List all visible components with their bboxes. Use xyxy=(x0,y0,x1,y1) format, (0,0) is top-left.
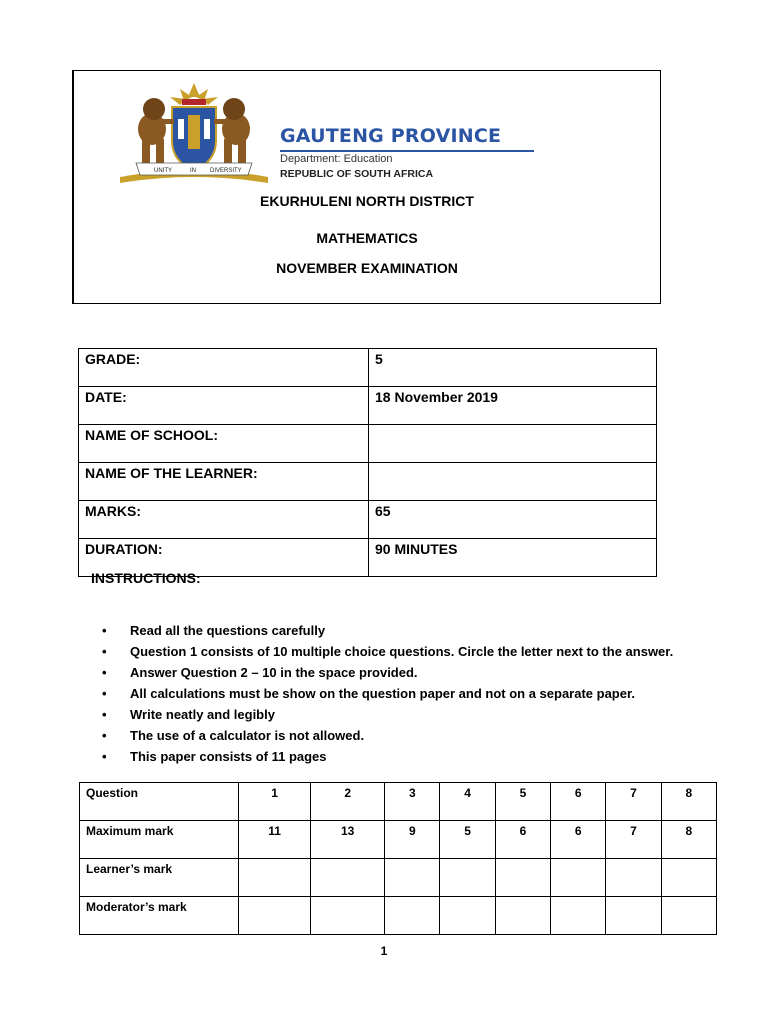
marks-cell xyxy=(239,859,311,897)
instruction-item xyxy=(102,748,673,769)
crest-lion-right xyxy=(214,98,250,163)
bullet-icon: • xyxy=(102,623,107,638)
info-value: 18 November 2019 xyxy=(369,387,657,425)
learner-info-table xyxy=(78,348,657,577)
marks-cell xyxy=(551,859,606,897)
marks-row xyxy=(80,821,717,859)
info-value xyxy=(369,463,657,501)
info-label: NAME OF THE LEARNER: xyxy=(79,463,369,501)
motto-right: DIVERSITY xyxy=(210,168,242,174)
exam-title: NOVEMBER EXAMINATION xyxy=(276,260,458,276)
marks-cell: 6 xyxy=(551,821,606,859)
bullet-icon: • xyxy=(102,707,107,722)
instructions-list xyxy=(102,622,673,769)
instruction-item xyxy=(102,706,673,727)
info-row xyxy=(79,387,657,425)
coat-of-arms-icon xyxy=(110,79,278,191)
marks-cell: 11 xyxy=(239,821,311,859)
republic-name: REPUBLIC OF SOUTH AFRICA xyxy=(280,168,434,180)
marks-cell xyxy=(606,897,661,935)
page-number: 1 xyxy=(380,944,388,958)
marks-row-label: Moderator’s mark xyxy=(80,897,239,935)
marks-row xyxy=(80,897,717,935)
marks-cell: 5 xyxy=(495,783,550,821)
instruction-text: All calculations must be show on the question paper and not on a separate paper. xyxy=(130,686,635,701)
crest-lion-left xyxy=(138,98,174,163)
info-value: 90 MINUTES xyxy=(369,539,657,577)
marks-cell xyxy=(661,859,716,897)
info-row xyxy=(79,425,657,463)
bullet-icon: • xyxy=(102,665,107,680)
marks-row-label: Maximum mark xyxy=(80,821,239,859)
marks-row-label: Question xyxy=(80,783,239,821)
marks-cell xyxy=(385,897,440,935)
info-value: 5 xyxy=(369,349,657,387)
marks-row xyxy=(80,859,717,897)
instruction-text: Answer Question 2 – 10 in the space provided. xyxy=(130,665,418,680)
marks-cell xyxy=(239,897,311,935)
bullet-icon: • xyxy=(102,749,107,764)
instruction-text: The use of a calculator is not allowed. xyxy=(130,728,365,743)
marks-cell xyxy=(495,897,550,935)
instruction-item xyxy=(102,622,673,643)
instruction-item xyxy=(102,685,673,706)
marks-cell xyxy=(606,859,661,897)
bullet-icon: • xyxy=(102,644,107,659)
district-title: EKURHULENI NORTH DISTRICT xyxy=(260,193,474,209)
info-label: MARKS: xyxy=(79,501,369,539)
bullet-icon: • xyxy=(102,686,107,701)
info-label: NAME OF SCHOOL: xyxy=(79,425,369,463)
marks-cell: 9 xyxy=(385,821,440,859)
marks-cell xyxy=(440,897,495,935)
marks-cell: 1 xyxy=(239,783,311,821)
marks-cell xyxy=(440,859,495,897)
motto-left: UNITY xyxy=(154,168,172,174)
marks-cell: 8 xyxy=(661,821,716,859)
marks-cell xyxy=(495,859,550,897)
marks-cell: 7 xyxy=(606,821,661,859)
marks-table xyxy=(79,782,717,935)
marks-cell: 5 xyxy=(440,821,495,859)
instruction-item xyxy=(102,664,673,685)
info-row xyxy=(79,463,657,501)
marks-cell xyxy=(551,897,606,935)
province-rule xyxy=(280,150,534,152)
marks-cell: 7 xyxy=(606,783,661,821)
subject-title: MATHEMATICS xyxy=(316,230,418,246)
header-box xyxy=(72,70,661,304)
department-name: Department: Education xyxy=(280,153,393,165)
info-label: GRADE: xyxy=(79,349,369,387)
marks-cell: 4 xyxy=(440,783,495,821)
instruction-text: This paper consists of 11 pages xyxy=(130,749,327,764)
marks-cell xyxy=(311,897,385,935)
info-row xyxy=(79,501,657,539)
info-value: 65 xyxy=(369,501,657,539)
marks-row-label: Learner’s mark xyxy=(80,859,239,897)
info-row xyxy=(79,349,657,387)
instruction-text: Question 1 consists of 10 multiple choice questions. Circle the letter next to the answer. xyxy=(130,644,674,659)
instructions-title: INSTRUCTIONS: xyxy=(91,570,201,586)
motto-center: IN xyxy=(190,168,196,174)
marks-cell: 2 xyxy=(311,783,385,821)
marks-cell: 13 xyxy=(311,821,385,859)
crest-crown xyxy=(170,83,218,105)
info-value xyxy=(369,425,657,463)
instruction-item xyxy=(102,643,673,664)
instruction-text: Write neatly and legibly xyxy=(130,707,275,722)
instruction-item xyxy=(102,727,673,748)
bullet-icon: • xyxy=(102,728,107,743)
info-label: DATE: xyxy=(79,387,369,425)
marks-cell xyxy=(311,859,385,897)
marks-cell: 3 xyxy=(385,783,440,821)
marks-cell: 8 xyxy=(661,783,716,821)
marks-cell: 6 xyxy=(495,821,550,859)
info-label: DURATION: xyxy=(79,539,369,577)
marks-row xyxy=(80,783,717,821)
marks-cell xyxy=(385,859,440,897)
marks-cell: 6 xyxy=(551,783,606,821)
province-name: GAUTENG PROVINCE xyxy=(280,125,502,147)
marks-cell xyxy=(661,897,716,935)
instruction-text: Read all the questions carefully xyxy=(130,623,326,638)
